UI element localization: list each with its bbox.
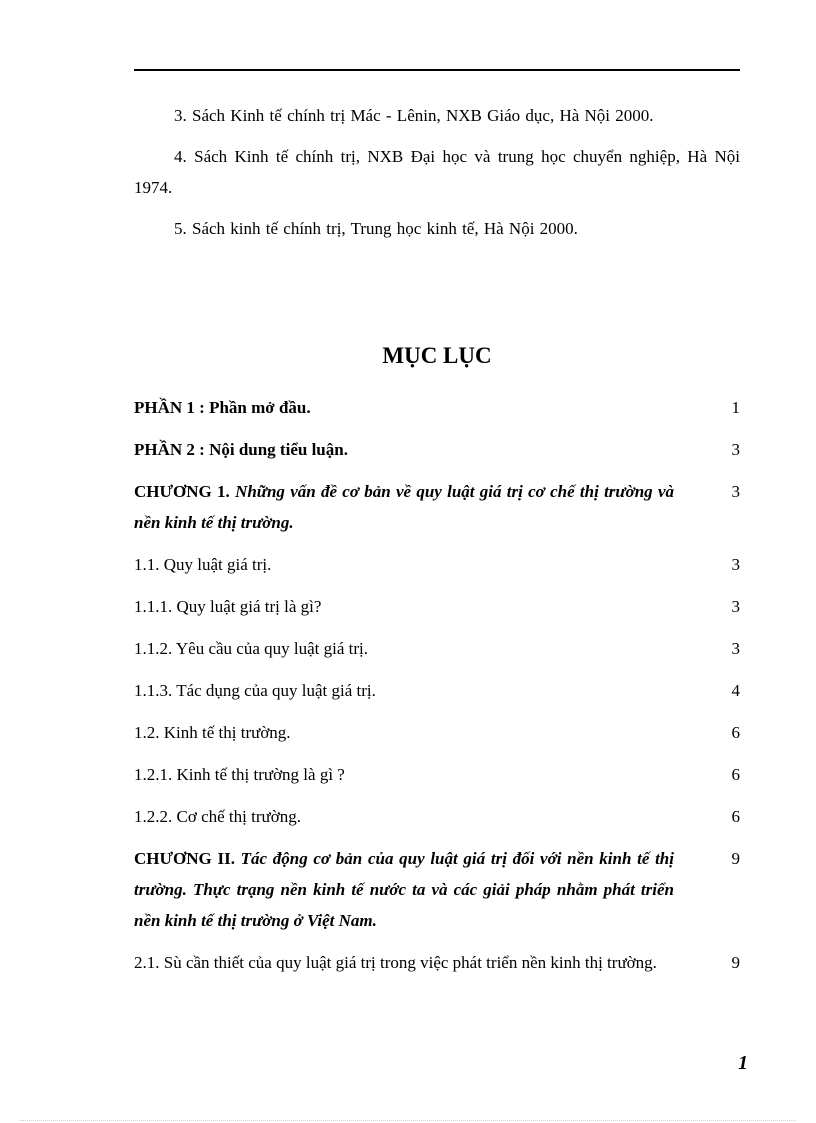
- toc-entry-text: 1.2.2. Cơ chế thị trường.: [134, 807, 301, 826]
- header-rule: [134, 69, 740, 71]
- references-list: [134, 100, 740, 254]
- toc-entry-section: [134, 759, 740, 790]
- toc-entry-page: 3: [731, 639, 740, 658]
- reference-item: 5. Sách kinh tế chính trị, Trung học kinh tế, Hà Nội 2000.: [174, 219, 578, 238]
- toc-entry-page: 3: [731, 597, 740, 616]
- toc-entry-section: [134, 947, 740, 978]
- chapter-label: CHƯƠNG 1: [134, 482, 226, 501]
- toc-entry-page: 4: [731, 681, 740, 700]
- toc-entry-section: [134, 717, 740, 748]
- toc-entry-page: 9: [731, 953, 740, 972]
- reference-item: 3. Sách Kinh tế chính trị Mác - Lênin, NXB Giáo dục, Hà Nội 2000.: [174, 106, 654, 125]
- reference-item: 4. Sách Kinh tế chính trị, NXB Đại học và trung học chuyển nghiệp, Hà Nội 1974.: [134, 147, 740, 197]
- page-number: 1: [738, 1052, 748, 1074]
- table-of-contents: [134, 392, 740, 989]
- chapter-label: CHƯƠNG II: [134, 849, 231, 868]
- chapter-title: Những vấn đề cơ bản về quy luật giá trị cơ chế thị trường và nền kinh tế thị trường.: [134, 482, 674, 532]
- toc-entry-page: 6: [731, 765, 740, 784]
- toc-entry-text: 1.2. Kinh tế thị trường.: [134, 723, 291, 742]
- toc-entry-page: 6: [731, 807, 740, 826]
- toc-entry-page: 3: [731, 440, 740, 459]
- toc-entry-text: 1.1. Quy luật giá trị.: [134, 555, 272, 574]
- toc-entry-text: 1.2.1. Kinh tế thị trường là gì ?: [134, 765, 345, 784]
- toc-entry-text: PHẦN 1 : Phần mở đầu.: [134, 398, 311, 417]
- toc-entry-text: 1.1.3. Tác dụng của quy luật giá trị.: [134, 681, 376, 700]
- page-bottom-divider: [20, 1120, 796, 1121]
- toc-entry-text: PHẦN 2 : Nội dung tiểu luận.: [134, 440, 348, 459]
- toc-entry-section: [134, 549, 740, 580]
- toc-entry-text: 2.1. Sù cần thiết của quy luật giá trị trong việc phát triển nền kinh thị trường.: [134, 953, 657, 972]
- toc-entry-text: 1.1.1. Quy luật giá trị là gì?: [134, 597, 322, 616]
- toc-entry-page: 6: [731, 723, 740, 742]
- toc-title: MỤC LỤC: [382, 343, 492, 368]
- toc-entry-page: 3: [731, 555, 740, 574]
- toc-entry-part-2: [134, 434, 740, 465]
- toc-entry-chapter-1: [134, 476, 740, 538]
- toc-entry-text: CHƯƠNG 1. Những vấn đề cơ bản về quy luật giá trị cơ chế thị trường và nền kinh tế thị trường.: [134, 482, 674, 532]
- toc-entry-section: [134, 591, 740, 622]
- toc-entry-part-1: [134, 392, 740, 423]
- toc-entry-section: [134, 801, 740, 832]
- chapter-title: Tác động cơ bản của quy luật giá trị đối với nền kinh tế thị trường. Thực trạng nền kinh tế nước ta và các giải pháp nhằm phát triển nền kinh tế thị trường ở Việt Nam.: [134, 849, 674, 930]
- toc-entry-page: 3: [731, 482, 740, 501]
- toc-entry-page: 1: [731, 398, 740, 417]
- toc-entry-section: [134, 633, 740, 664]
- toc-entry-section: [134, 675, 740, 706]
- toc-entry-chapter-2: [134, 843, 740, 936]
- toc-entry-text: CHƯƠNG II. Tác động cơ bản của quy luật giá trị đối với nền kinh tế thị trường. Thực trạng nền kinh tế nước ta và các giải pháp nhằm phát triển nền kinh tế thị trường ở Việt Nam.: [134, 849, 674, 930]
- toc-entry-page: 9: [731, 849, 740, 868]
- toc-entry-text: 1.1.2. Yêu cầu của quy luật giá trị.: [134, 639, 368, 658]
